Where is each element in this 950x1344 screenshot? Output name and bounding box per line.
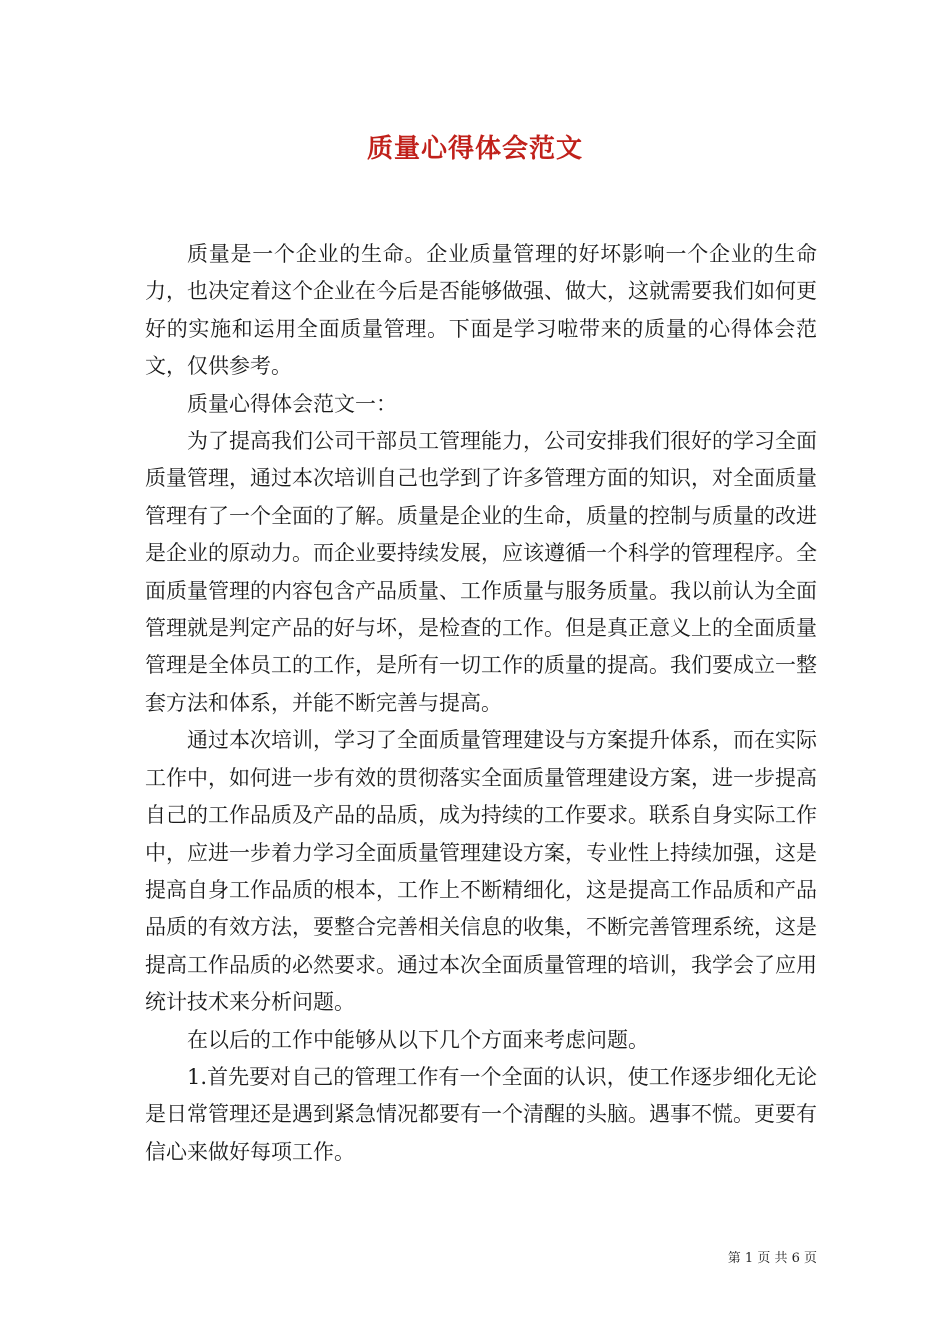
paragraph-intro: 质量是一个企业的生命。企业质量管理的好坏影响一个企业的生命力，也决定着这个企业在今后是否能够做强、做大，这就需要我们如何更好的实施和运用全面质量管理。下面是学习啦带来的质量的心得体会范文，仅供参考。	[145, 242, 817, 379]
page-number: 第 1 页 共 6 页	[727, 1251, 817, 1266]
page-title: 质量心得体会范文	[366, 134, 583, 164]
list-item: 1.首先要对自己的管理工作有一个全面的认识，使工作逐步细化无论是日常管理还是遇到紧急情况都要有一个清醒的头脑。遇事不慌。更要有信心来做好每项工作。	[145, 1064, 817, 1164]
paragraph: 在以后的工作中能够从以下几个方面来考虑问题。	[187, 1027, 649, 1052]
section-heading: 质量心得体会范文一：	[187, 391, 397, 416]
document-body	[145, 236, 817, 1171]
paragraph: 为了提高我们公司干部员工管理能力，公司安排我们很好的学习全面质量管理，通过本次培训自己也学到了许多管理方面的知识，对全面质量管理有了一个全面的了解。质量是企业的生命，质量的控制与质量的改进是企业的原动力。而企业要持续发展，应该遵循一个科学的管理程序。全面质量管理的内容包含产品质量、工作质量与服务质量。我以前认为全面管理就是判定产品的好与坏，是检查的工作。但是真正意义上的全面质量管理是全体员工的工作，是所有一切工作的质量的提高。我们要成立一整套方法和体系，并能不断完善与提高。	[145, 429, 817, 715]
paragraph: 通过本次培训，学习了全面质量管理建设与方案提升体系，而在实际工作中，如何进一步有效的贯彻落实全面质量管理建设方案，进一步提高自己的工作品质及产品的品质，成为持续的工作要求。联系自身实际工作中，应进一步着力学习全面质量管理建设方案，专业性上持续加强，这是提高自身工作品质的根本，工作上不断精细化，这是提高工作品质和产品品质的有效方法，要整合完善相关信息的收集，不断完善管理系统，这是提高工作品质的必然要求。通过本次全面质量管理的培训，我学会了应用统计技术来分析问题。	[145, 728, 817, 1015]
